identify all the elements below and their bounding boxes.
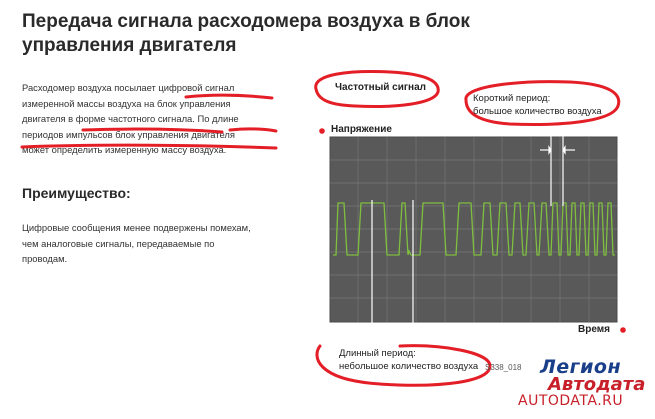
short-period-label-1: Короткий период: xyxy=(473,93,551,104)
advantage-line: Цифровые сообщения менее подвержены помехам, xyxy=(22,222,251,233)
description-line: может определить измеренную массу воздуха. xyxy=(22,144,227,156)
logo-line1: Легион xyxy=(540,356,622,378)
page-title: Передача сигнала расходомера воздуха в блок управления двигателя xyxy=(22,11,470,56)
short-period-label-2: большое количество воздуха xyxy=(473,106,602,117)
description-line: периодов импульсов блок управления двигателя xyxy=(22,128,235,140)
long-period-label-2: небольшое количество воздуха xyxy=(339,361,479,372)
voltage-bullet xyxy=(319,128,325,134)
time-axis-label: Время xyxy=(578,324,610,335)
advantage-heading: Преимущество: xyxy=(22,185,131,201)
voltage-axis-label: Напряжение xyxy=(331,124,392,135)
scope-screen xyxy=(330,137,617,322)
logo-line2: Автодата xyxy=(548,374,646,395)
time-bullet xyxy=(620,327,626,333)
description-line: двигателя в форме частотного сигнала. По длине xyxy=(22,113,239,125)
frequency-signal-label: Частотный сигнал xyxy=(335,82,427,93)
advantage-line: чем аналоговые сигналы, передаваемые по xyxy=(22,237,215,249)
long-period-label-1: Длинный период: xyxy=(339,348,416,359)
description-line: измеренной массы воздуха на блок управления xyxy=(22,97,231,109)
logo-url: AUTODATA.RU xyxy=(518,393,624,409)
description-line: Расходомер воздуха посылает цифровой сигнал xyxy=(22,82,235,93)
figure-code: S338_018 xyxy=(485,363,522,372)
autodata-logo xyxy=(518,356,648,416)
advantage-line: проводам. xyxy=(22,253,68,265)
